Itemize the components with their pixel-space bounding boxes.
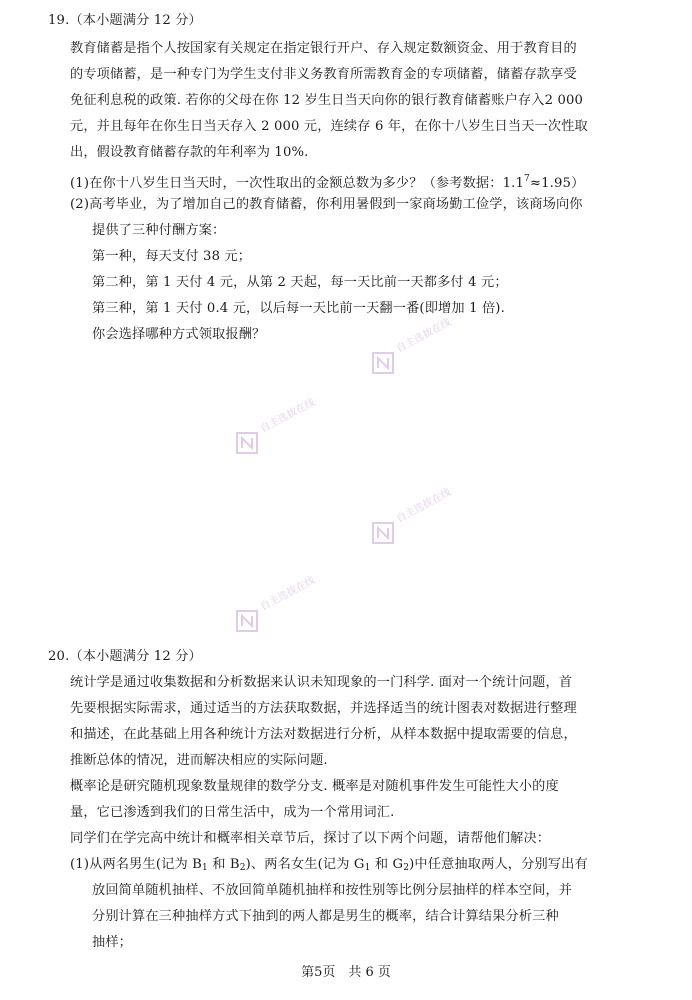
watermark	[236, 397, 346, 460]
watermark-text: 自主选拔在线	[394, 317, 453, 355]
q20-para-line: 同学们在学完高中统计和概率相关章节后，探讨了以下两个问题，请帮他们解决：	[70, 831, 551, 846]
q19-header: 19.（本小题满分 12 分）	[48, 13, 202, 28]
watermark	[236, 575, 346, 638]
payment-option-3: 第三种，第 1 天付 0.4 元，以后每一天比前一天翻一番(即增加 1 倍).	[92, 301, 505, 316]
q19-para-line: 元，并且每年在你生日当天存入 2 000 元，连续存 6 年，在你十八岁生日当天一次性取	[70, 119, 588, 134]
exponent: 7	[524, 174, 530, 184]
watermark-text: 自主选拔在线	[258, 397, 317, 435]
watermark-logo-icon	[236, 432, 258, 454]
q20-subquestion-1-line: 分别计算在三种抽样方式下抽到的两人都是男生的概率，结合计算结果分析三种	[92, 909, 559, 924]
q20-para-line: 推断总体的情况，进而解决相应的实际问题.	[70, 753, 328, 768]
q20-para-line: 统计学是通过收集数据和分析数据来认识未知现象的一门科学. 面对一个统计问题，首	[70, 675, 573, 690]
watermark-logo-icon	[236, 610, 258, 632]
payment-option-2: 第二种，第 1 天付 4 元，从第 2 天起，每一天比前一天都多付 4 元；	[92, 275, 508, 290]
q20-para-line: 量，它已渗透到我们的日常生活中，成为一个常用词汇.	[70, 805, 395, 820]
q20-subquestion-1-line: 放回简单随机抽样、不放回简单随机抽样和按性别等比例分层抽样的样本空间，并	[92, 883, 573, 898]
q19-subquestion-2: (2)高考毕业，为了增加自己的教育储蓄，你利用暑假到一家商场勤工俭学，该商场向你	[70, 197, 583, 212]
q19-para-line: 的专项储蓄，是一种专门为学生支付非义务教育所需教育金的专项储蓄，储蓄存款享受	[70, 67, 577, 82]
q20-subquestion-1: (1)从两名男生(记为 $B_1$ 和 $B_2$)、两名女生(记为 $G_1$ 和 $G_2$)中任意抽取两人，分别写出有	[70, 857, 588, 873]
watermark-text: 自主选拔在线	[394, 487, 453, 525]
payment-option-1: 第一种，每天支付 38 元；	[92, 249, 252, 264]
watermark	[372, 317, 482, 380]
q20-header: 20.（本小题满分 12 分）	[48, 649, 202, 664]
watermark-logo-icon	[372, 352, 394, 374]
q19-para-line: 免征利息税的政策. 若你的父母在你 12 岁生日当天向你的银行教育储蓄账户存入2 000	[70, 93, 584, 108]
q20-subquestion-1-line: 抽样；	[92, 935, 133, 950]
q19-subquestion-2-line: 提供了三种付酬方案：	[92, 223, 226, 238]
q19-subquestion-1: (1)在你十八岁生日当天时，一次性取出的金额总数为多少？（参考数据：$1.1^7\approx 1.95$）	[70, 174, 585, 191]
q20-para-line: 先要根据实际需求，通过适当的方法获取数据，并选择适当的统计图表对数据进行整理	[70, 701, 577, 716]
q20-para-line: 概率论是研究随机现象数量规律的数学分支. 概率是对随机事件发生可能性大小的度	[70, 779, 559, 794]
q19-para-line: 出，假设教育储蓄存款的年利率为 10%.	[70, 145, 309, 160]
watermark	[372, 487, 482, 550]
watermark-text: 自主选拔在线	[258, 575, 317, 613]
page-footer: 第5页 共 6 页	[301, 965, 391, 980]
q20-para-line: 和描述，在此基础上用各种统计方法对数据进行分析，从样本数据中提取需要的信息，	[70, 727, 577, 742]
watermark-logo-icon	[372, 522, 394, 544]
q19-ask: 你会选择哪种方式领取报酬？	[92, 327, 266, 342]
q19-para-line: 教育储蓄是指个人按国家有关规定在指定银行开户、存入规定数额资金、用于教育目的	[70, 41, 577, 56]
